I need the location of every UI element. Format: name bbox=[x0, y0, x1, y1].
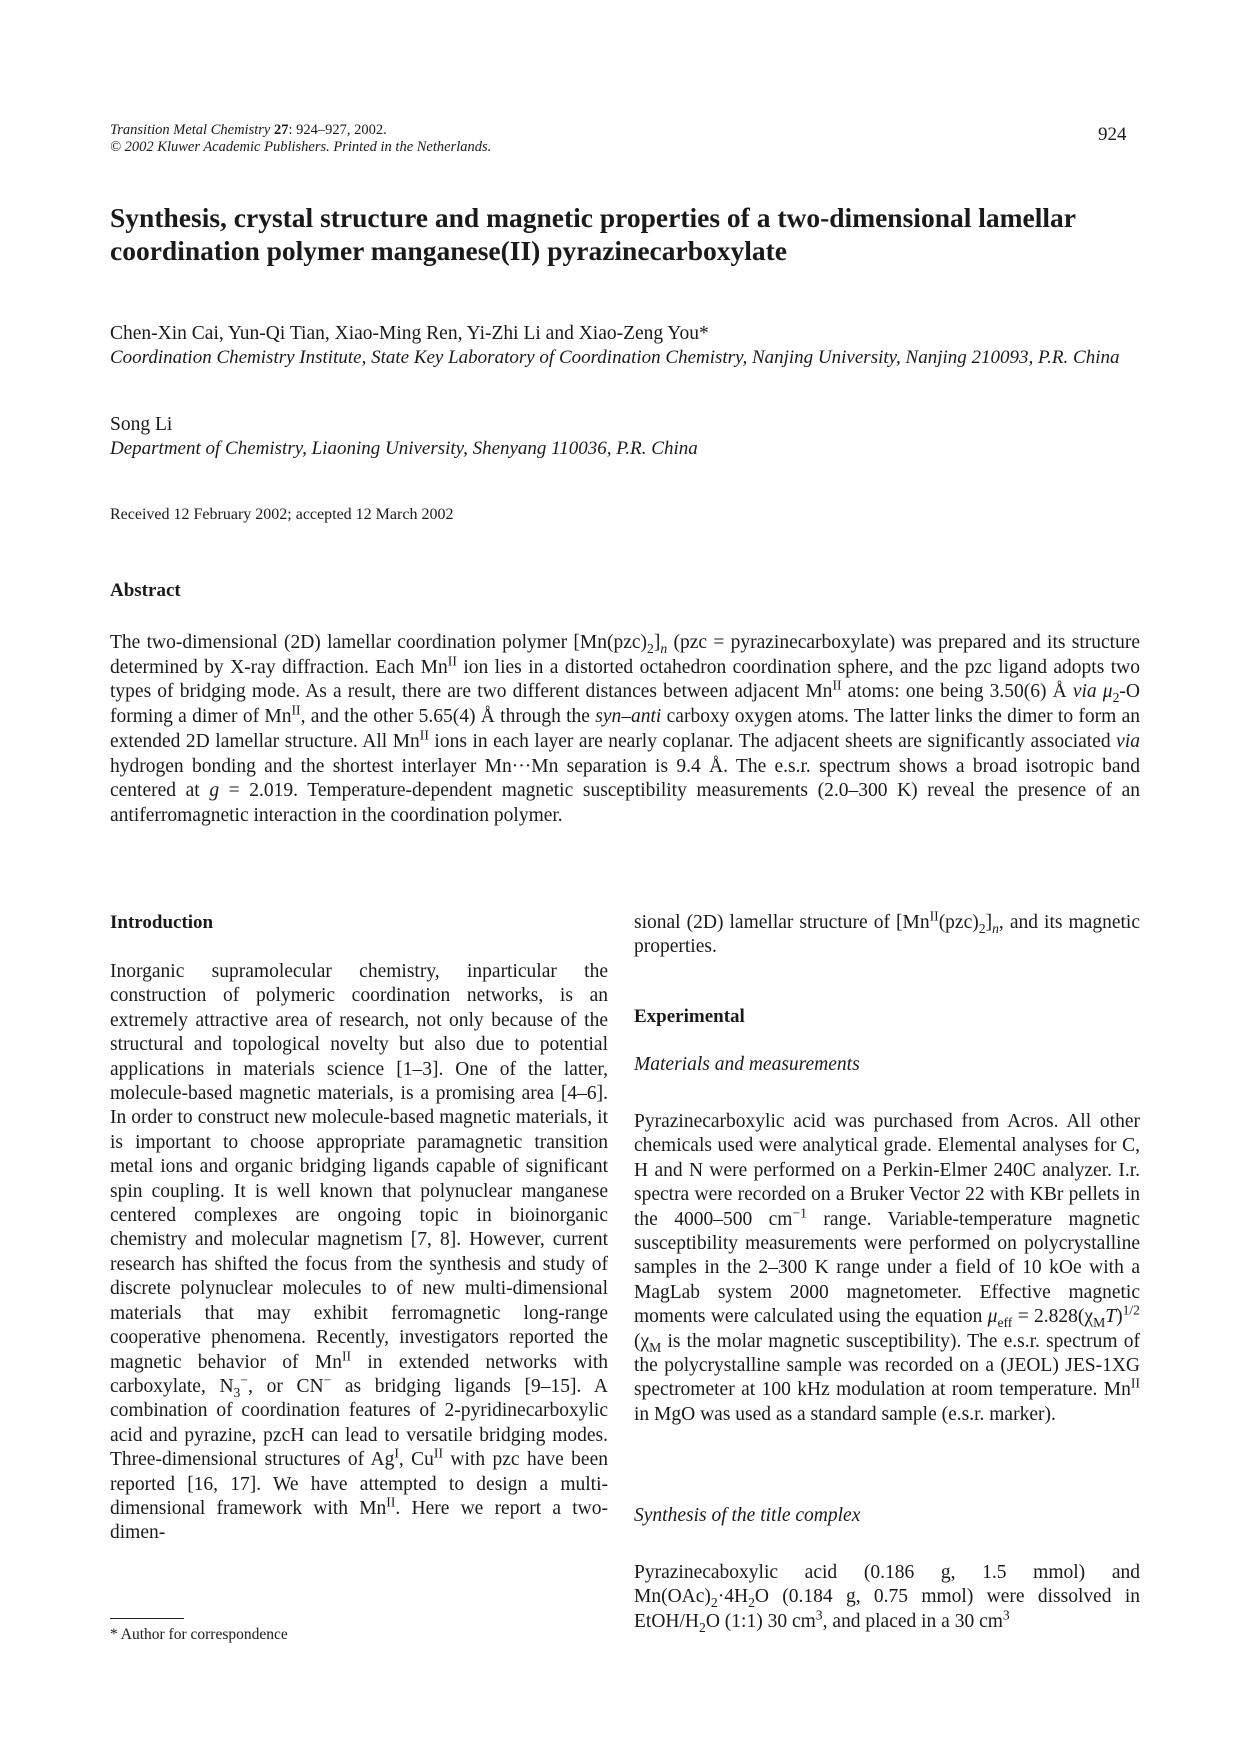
introduction-heading: Introduction bbox=[110, 912, 214, 933]
copyright-line: © 2002 Kluwer Academic Publishers. Printed in the Netherlands. bbox=[110, 139, 492, 155]
page-number: 924 bbox=[1098, 124, 1127, 145]
journal-pages: : 924–927, 2002. bbox=[288, 122, 387, 138]
author-2: Song Li bbox=[110, 414, 173, 435]
journal-citation bbox=[110, 122, 491, 156]
title-line: coordination polymer manganese(II) pyrazinecarboxylate bbox=[110, 235, 787, 266]
title-line: Synthesis, crystal structure and magnetic properties of a two-dimensional lamellar bbox=[110, 202, 1076, 233]
abstract-heading: Abstract bbox=[110, 580, 181, 601]
introduction-body: Inorganic supramolecular chemistry, inparticular the construction of polymeric coordination networks, is an extremely attractive area of research, not only because of the structural and topological novelty but also due to potential applications in materials science [1–3]. One of the latter, molecule-based magnetic materials, is a promising area [4–6]. In order to construct new molecule-based magnetic materials, it is important to choose appropriate paramagnetic transition metal ions and organic bridging ligands capable of significant spin coupling. It is well known that polynuclear manganese centered complexes are ongoing topic in bioinorganic chemistry and molecular magnetism [7, 8]. However, current research has shifted the focus from the synthesis and study of discrete polynuclear molecules to of new multi-dimensional materials that may exhibit ferromagnetic long-range cooperative phenomena. Recently, investigators reported the magnetic behavior of $Mn^{II}$ in extended networks with carboxylate, $N_3^-$, or CN− as bridging ligands [9–15]. A combination of coordination features of 2-pyridinecarboxylic acid and pyrazine, pzcH can lead to versatile bridging modes. Three-dimensional structures of $Ag^I$, $Cu^{II}$ with pzc have been reported [16, 17]. We have attempted to design a multi-dimensional framework with $Mn^{II}$. Here we report a two-dimen- bbox=[110, 961, 608, 1544]
abstract-body: The two-dimensional (2D) lamellar coordination polymer $[Mn(pzc)_2]_n$ (pzc = pyrazinecarboxylate) was prepared and its structure determined by X-ray diffraction. Each $Mn^{II}$ ion lies in a distorted octahedron coordination sphere, and the pzc ligand adopts two types of bridging mode. As a result, there are two different distances between adjacent $Mn^{II}$ atoms: one being 3.50(6) Å via $\mu_2-O$ forming a dimer of $Mn^{II}$, and the other 5.65(4) Å through the syn–anti carboxy oxygen atoms. The latter links the dimer to form an extended 2D lamellar structure. All $Mn^{II}$ ions in each layer are nearly coplanar. The adjacent sheets are significantly associated via hydrogen bonding and the shortest interlayer Mn···Mn separation is 9.4 Å. The e.s.r. spectrum shows a broad isotropic band centered at g = 2.019. Temperature-dependent magnetic susceptibility measurements (2.0–300 K) reveal the presence of an antiferromagnetic interaction in the coordination polymer. bbox=[110, 632, 1141, 826]
experimental-heading: Experimental bbox=[634, 1006, 745, 1027]
introduction-continued: sional (2D) lamellar structure of $[Mn^{II}(pzc)_2]_n$, and its magnetic properties. bbox=[634, 908, 1140, 958]
materials-body: Pyrazinecarboxylic acid was purchased from Acros. All other chemicals used were analytical grade. Elemental analyses for C, H and N were performed on a Perkin-Elmer 240C analyzer. I.r. spectra were recorded on a Bruker Vector 22 with KBr pellets in the 4000–500 $cm^{-1}$ range. Variable-temperature magnetic susceptibility measurements were performed on polycrystalline samples in the 2–300 K range under a field of 10 kOe with a MagLab system 2000 magnetometer. Effective magnetic moments were calculated using the equation $\mu_{eff} = 2.828(\chi_MT)^{1/2}$ ($\chi_M$ is the molar magnetic susceptibility). The e.s.r. spectrum of the polycrystalline sample was recorded on a (JEOL) JES-1XG spectrometer at 100 kHz modulation at room temperature. $Mn^{II}$ in MgO was used as a standard sample (e.s.r. marker). bbox=[634, 1111, 1140, 1425]
synthesis-subheading: Synthesis of the title complex bbox=[634, 1505, 861, 1526]
materials-subheading: Materials and measurements bbox=[634, 1054, 860, 1075]
footnote-rule bbox=[110, 1618, 184, 1619]
journal-name: Transition Metal Chemistry bbox=[110, 122, 271, 138]
author-list: Chen-Xin Cai, Yun-Qi Tian, Xiao-Ming Ren, Yi-Zhi Li and Xiao-Zeng You* bbox=[110, 323, 709, 344]
received-date: Received 12 February 2002; accepted 12 March 2002 bbox=[110, 506, 454, 523]
journal-volume: 27 bbox=[273, 122, 289, 138]
footnote: * Author for correspondence bbox=[110, 1626, 288, 1643]
affiliation-2: Department of Chemistry, Liaoning University, Shenyang 110036, P.R. China bbox=[110, 438, 698, 459]
paper-title bbox=[110, 201, 1140, 267]
affiliation-1: Coordination Chemistry Institute, State Key Laboratory of Coordination Chemistry, Nanjing University, Nanjing 210093, P.R. China bbox=[110, 347, 1120, 368]
synthesis-body: Pyrazinecaboxylic acid (0.186 g, 1.5 mmol) and $Mn(OAc)_2\cdot 4H_2O$ (0.184 g, 0.75 mmol) were dissolved in EtOH/$H_2O$ (1:1) 30 $cm^3$, and placed in a 30 $cm^3$ bbox=[634, 1562, 1140, 1635]
